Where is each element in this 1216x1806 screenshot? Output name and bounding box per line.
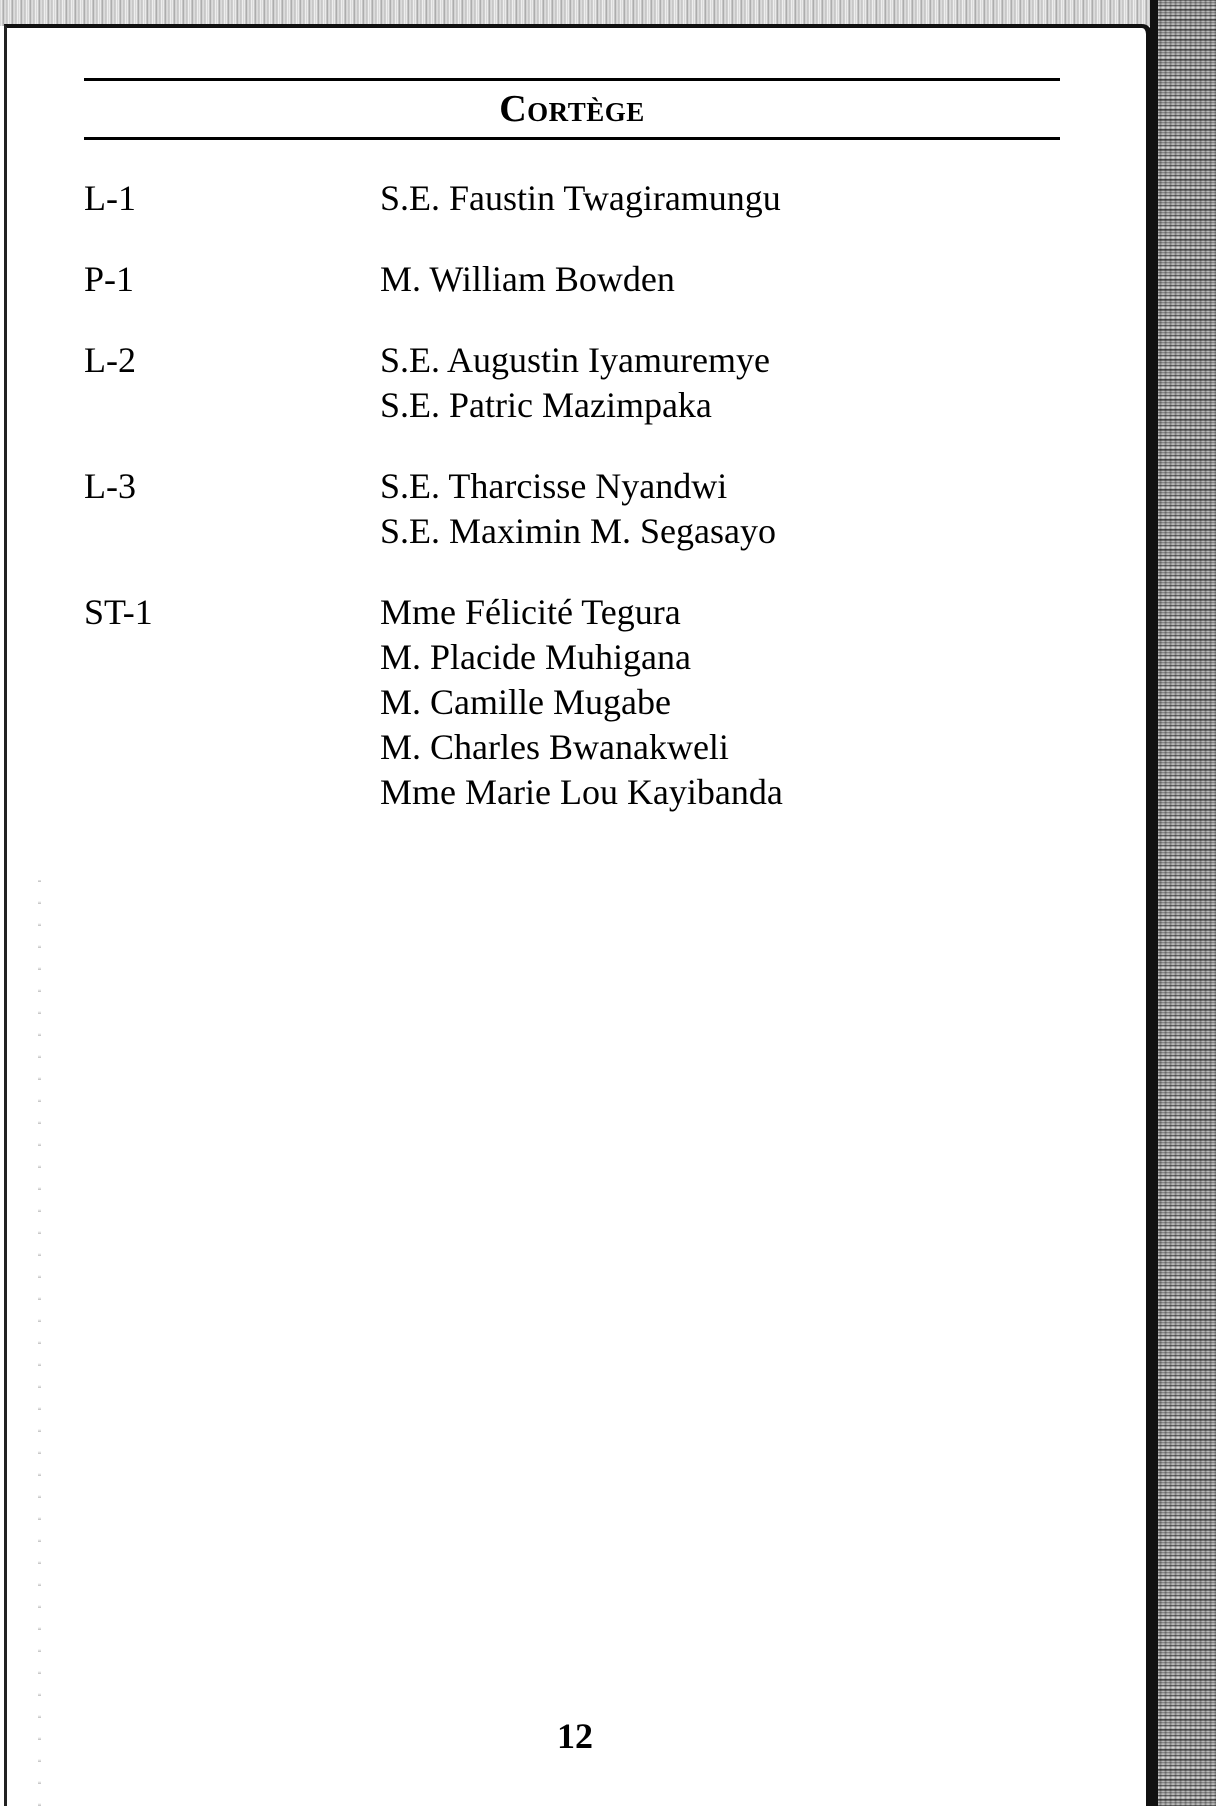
passenger-list — [380, 590, 1084, 815]
passenger-name: S.E. Patric Mazimpaka — [380, 385, 712, 425]
passenger-name: M. William Bowden — [380, 259, 675, 299]
passenger-name: Mme Félicité Tegura — [380, 592, 681, 632]
passenger-name: M. Camille Mugabe — [380, 682, 671, 722]
heading-bottom-rule — [84, 137, 1060, 140]
passenger-name: S.E. Tharcisse Nyandwi — [380, 466, 728, 506]
scan-top-edge — [0, 0, 1216, 26]
passenger-name: S.E. Maximin M. Segasayo — [380, 511, 776, 551]
passenger-name: M. Placide Muhigana — [380, 637, 691, 677]
cortege-list — [84, 176, 1084, 851]
vehicle-code: L-1 — [84, 178, 136, 218]
vehicle-code: ST-1 — [84, 592, 153, 632]
vehicle-code: L-2 — [84, 340, 136, 380]
passenger-name: S.E. Augustin Iyamuremye — [380, 340, 770, 380]
passenger-list — [380, 257, 1084, 302]
cortege-entry-st1 — [84, 590, 1084, 815]
passenger-list — [380, 176, 1084, 221]
passenger-list — [380, 464, 1084, 554]
cortege-entry-p1 — [84, 257, 1084, 302]
vehicle-code: P-1 — [84, 259, 135, 299]
cortege-entry-l3 — [84, 464, 1084, 554]
passenger-name: Mme Marie Lou Kayibanda — [380, 772, 783, 812]
scan-right-border — [1150, 0, 1216, 1806]
passenger-name: M. Charles Bwanakweli — [380, 727, 729, 767]
passenger-list — [380, 338, 1084, 428]
heading-top-rule — [84, 78, 1060, 81]
vehicle-code: L-3 — [84, 466, 136, 506]
passenger-name: S.E. Faustin Twagiramungu — [380, 178, 781, 218]
cortege-entry-l1 — [84, 176, 1084, 221]
cortege-entry-l2 — [84, 338, 1084, 428]
scan-left-speckle — [38, 880, 41, 1806]
page-number: 12 — [557, 1716, 593, 1756]
section-heading: Cortège — [499, 88, 645, 130]
